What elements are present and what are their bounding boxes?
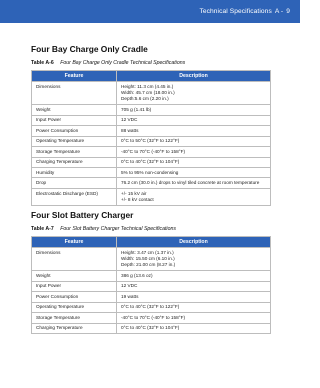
description-line: Height: 3.47 cm (1.37 in.) <box>121 249 174 255</box>
column-header-description: Description <box>117 71 271 82</box>
description-line: 705 g (1.41 lb) <box>121 106 152 112</box>
description-line: 386 g (13.6 oz) <box>121 272 153 278</box>
table-row <box>32 188 271 205</box>
column-header-feature: Feature <box>32 237 117 248</box>
column-header-feature: Feature <box>32 71 117 82</box>
description-line: Height: 11.3 cm (4.45 in.) <box>121 83 174 89</box>
description-cell <box>117 105 271 115</box>
description-line: Width: 45.7 cm (18.00 in.) <box>121 89 175 95</box>
table-row <box>32 292 271 302</box>
description-cell <box>117 302 271 312</box>
description-line: Depth: 21.00 cm (8.27 in.) <box>121 262 176 268</box>
table-row <box>32 271 271 281</box>
header-separator: A - <box>274 8 284 15</box>
description-line: 0°C to 40°C (32°F to 104°F) <box>121 325 180 331</box>
description-line: 0°C to 40°C (32°F to 104°F) <box>121 159 180 165</box>
table-row <box>32 136 271 146</box>
feature-cell: Charging Temperature <box>32 323 117 333</box>
caption-text: Four Bay Charge Only Cradle Technical Specifications <box>60 60 186 66</box>
feature-cell: Storage Temperature <box>32 313 117 323</box>
table-row <box>32 147 271 157</box>
description-cell <box>117 323 271 333</box>
section-title-battery-charger: Four Slot Battery Charger <box>31 210 134 220</box>
feature-cell: Power Consumption <box>32 292 117 302</box>
feature-cell: Drop <box>32 178 117 188</box>
feature-cell: Power Consumption <box>32 126 117 136</box>
description-line: 76.2 cm (30.0 in.) drops to vinyl tiled concrete at room temperature <box>121 180 260 186</box>
description-cell <box>117 281 271 291</box>
feature-cell: Charging Temperature <box>32 157 117 167</box>
description-line: 12 VDC <box>121 283 138 289</box>
description-line: 88 watts <box>121 127 139 133</box>
description-cell <box>117 178 271 188</box>
description-cell <box>117 248 271 271</box>
description-cell <box>117 147 271 157</box>
description-line: +/- 15 kV air <box>121 190 147 196</box>
table-row <box>32 178 271 188</box>
table-row <box>32 105 271 115</box>
feature-cell: Weight <box>32 105 117 115</box>
page-header <box>0 0 300 23</box>
table-caption-a6 <box>31 60 185 66</box>
feature-cell: Electrostatic Discharge (ESD) <box>32 188 117 205</box>
feature-cell: Input Power <box>32 281 117 291</box>
description-line: 12 VDC <box>121 117 138 123</box>
table-row <box>32 82 271 105</box>
description-line: Width: 15.50 cm (6.10 in.) <box>121 255 175 261</box>
feature-cell: Storage Temperature <box>32 147 117 157</box>
feature-cell: Operating Temperature <box>32 136 117 146</box>
description-line: 19 watts <box>121 293 139 299</box>
description-line: 0°C to 40°C (32°F to 122°F) <box>121 304 180 310</box>
page-number: 9 <box>286 8 290 15</box>
column-header-description: Description <box>117 237 271 248</box>
table-row <box>32 126 271 136</box>
caption-text: Four Slot Battery Charger Technical Specifications <box>60 226 176 232</box>
feature-cell: Dimensions <box>32 248 117 271</box>
description-line: -40°C to 70°C (-40°F to 158°F) <box>121 148 186 154</box>
description-cell <box>117 167 271 177</box>
table-row <box>32 248 271 271</box>
table-row <box>32 167 271 177</box>
description-line: 0°C to 50°C (32°F to 122°F) <box>121 138 180 144</box>
feature-cell: Input Power <box>32 115 117 125</box>
description-line: 5% to 95% non-condensing <box>121 169 179 175</box>
table-row <box>32 323 271 333</box>
table-row <box>32 115 271 125</box>
feature-cell: Humidity <box>32 167 117 177</box>
description-cell <box>117 271 271 281</box>
header-title: Technical Specifications <box>199 8 272 15</box>
section-title-four-bay-cradle: Four Bay Charge Only Cradle <box>31 44 148 54</box>
feature-cell: Dimensions <box>32 82 117 105</box>
table-header-row <box>32 71 271 82</box>
description-cell <box>117 115 271 125</box>
table-row <box>32 302 271 312</box>
description-line: Depth:5.6 cm (2.20 in.) <box>121 96 169 102</box>
table-row <box>32 313 271 323</box>
caption-label: Table A-6 <box>31 60 54 66</box>
description-cell <box>117 126 271 136</box>
spec-table-four-bay-cradle <box>31 70 271 206</box>
table-header-row <box>32 237 271 248</box>
caption-label: Table A-7 <box>31 226 54 232</box>
spec-table-battery-charger <box>31 236 271 334</box>
feature-cell: Weight <box>32 271 117 281</box>
table-caption-a7 <box>31 226 176 232</box>
description-cell <box>117 313 271 323</box>
table-row <box>32 157 271 167</box>
description-line: -40°C to 70°C (-40°F to 158°F) <box>121 314 186 320</box>
description-cell <box>117 157 271 167</box>
feature-cell: Operating Temperature <box>32 302 117 312</box>
description-cell <box>117 292 271 302</box>
description-cell <box>117 136 271 146</box>
description-cell <box>117 188 271 205</box>
description-line: +/- 8 kV contact <box>121 196 154 202</box>
description-cell <box>117 82 271 105</box>
table-row <box>32 281 271 291</box>
